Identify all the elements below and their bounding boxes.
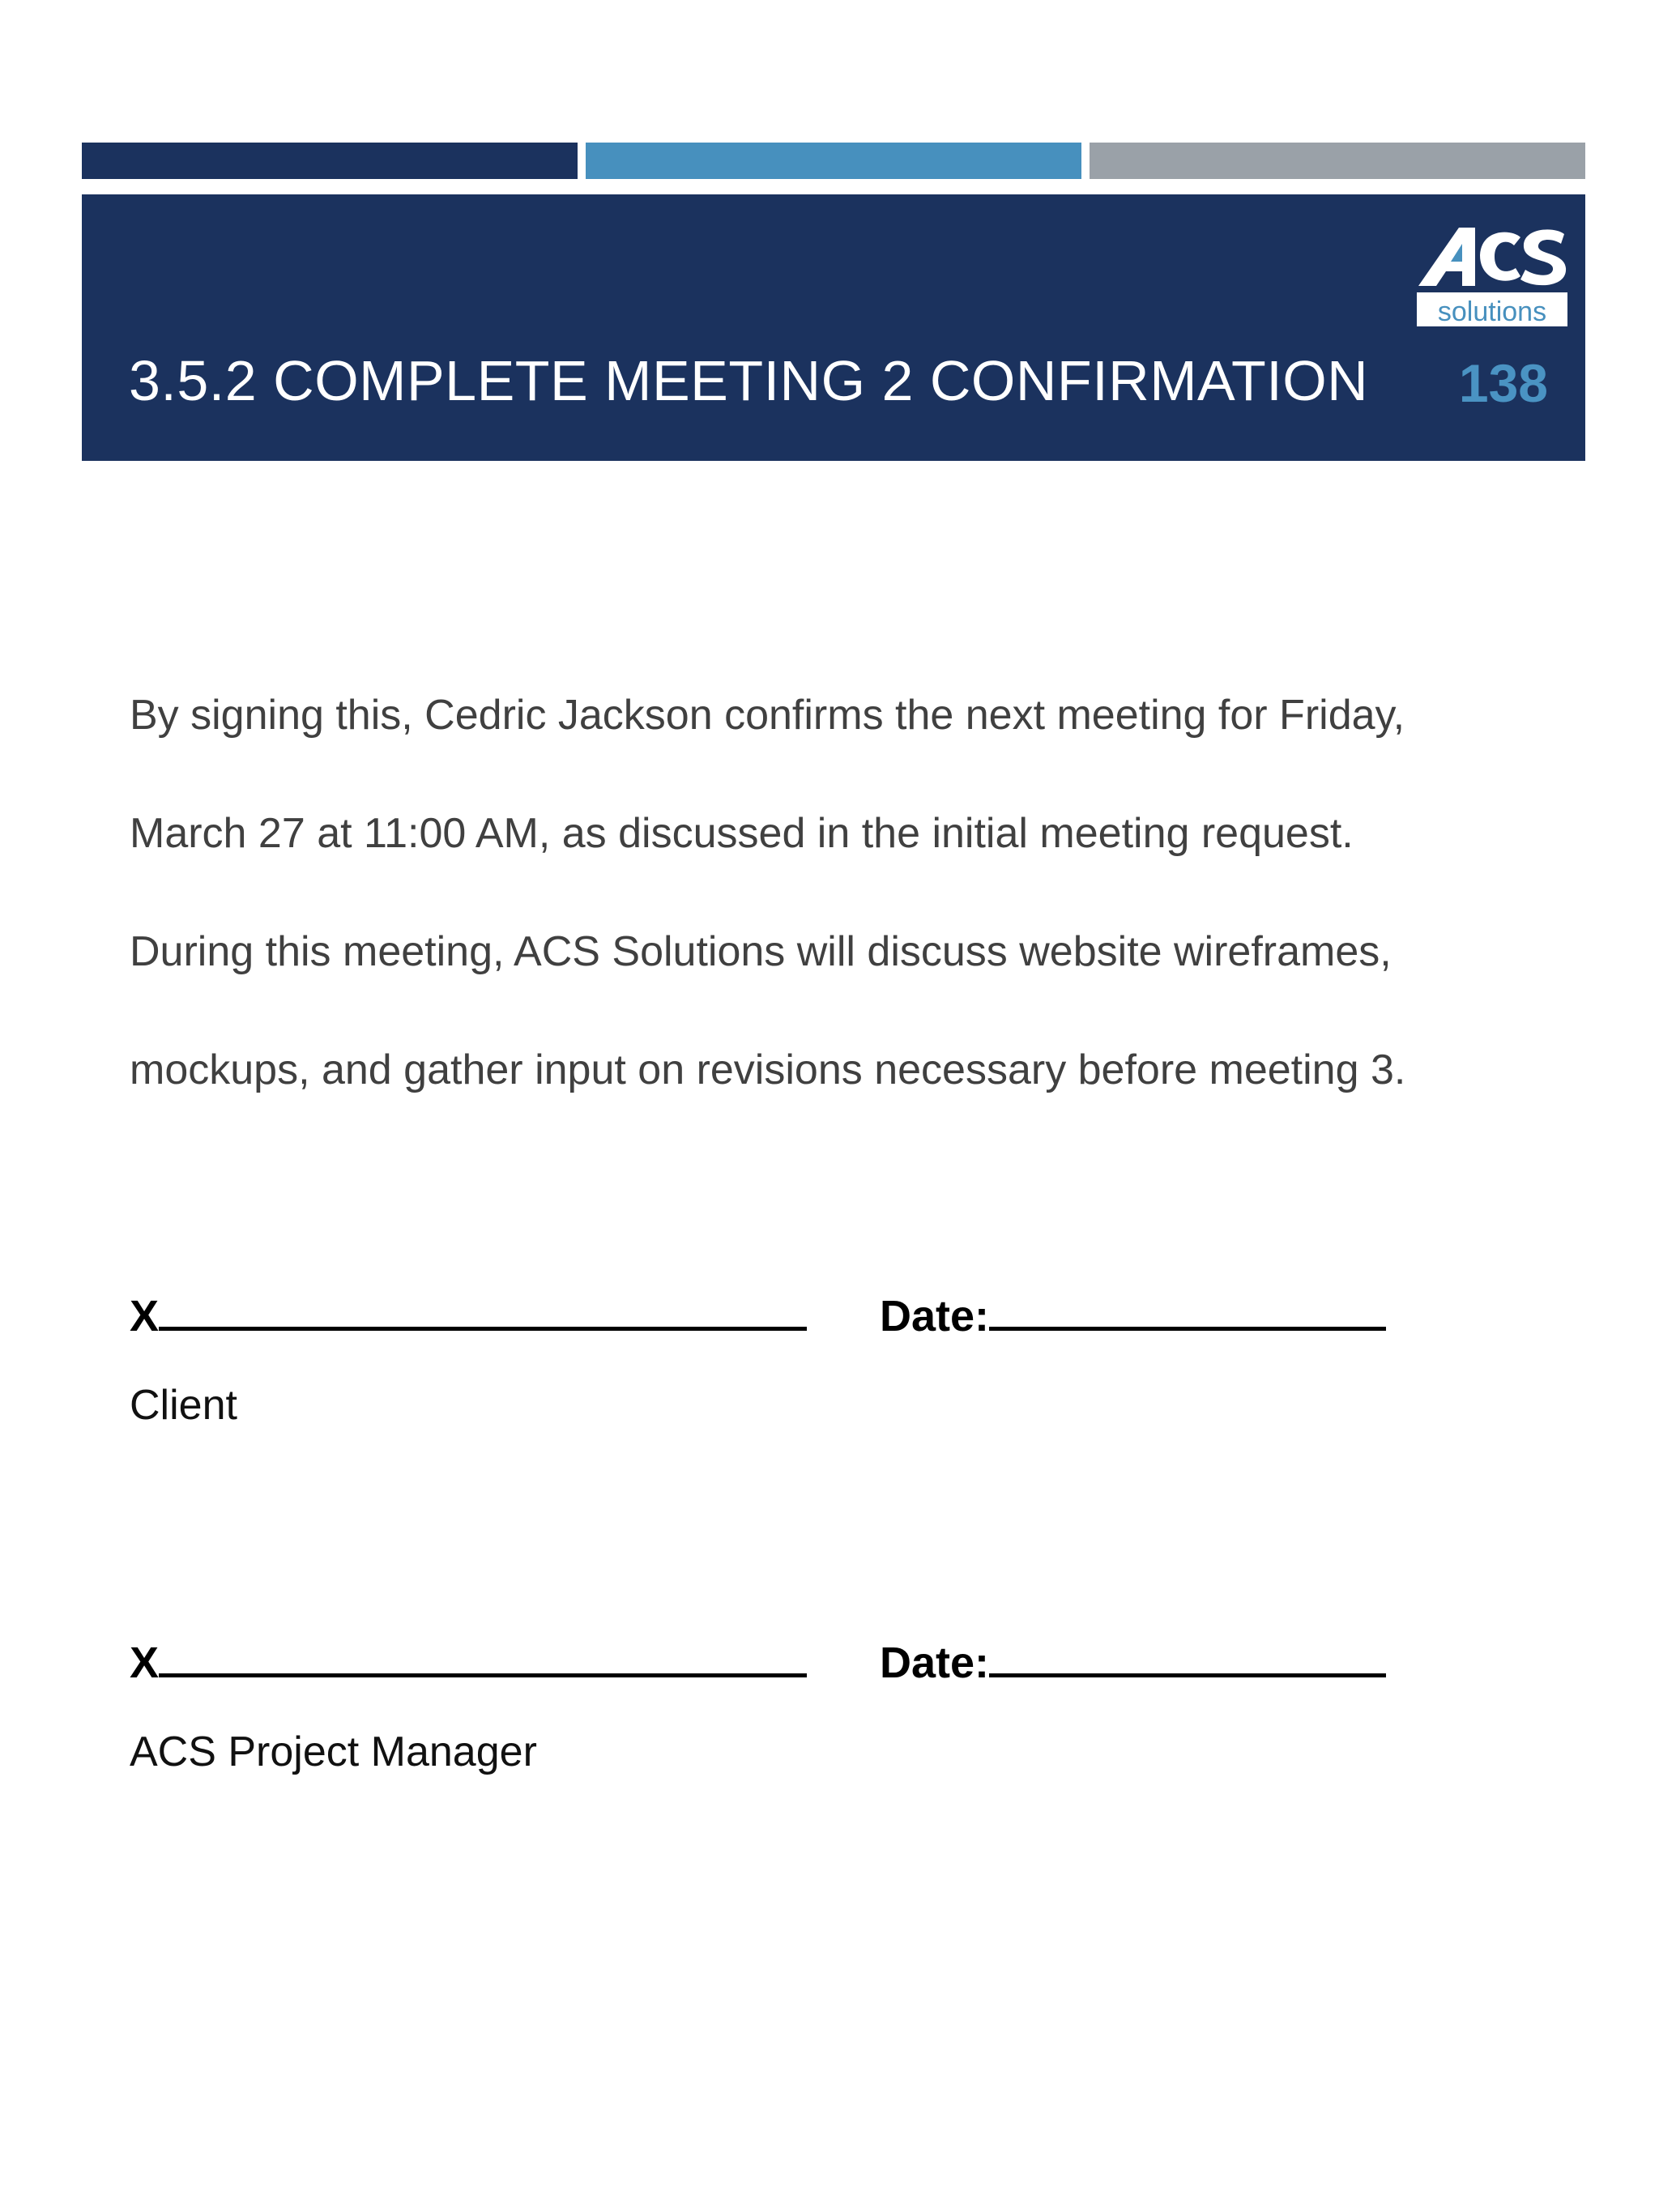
signature-line [159, 1636, 807, 1677]
stripe-navy [82, 143, 578, 179]
page-number: 138 [1458, 353, 1548, 413]
title-banner [82, 194, 1585, 461]
signature-line [159, 1289, 807, 1331]
confirmation-paragraph [130, 656, 1572, 1129]
manager-signature-row [130, 1634, 1426, 1699]
date-line [989, 1289, 1386, 1331]
logo-sub-text: solutions [1437, 296, 1547, 327]
acs-solutions-logo [1417, 223, 1567, 330]
date-field[interactable] [880, 1634, 1386, 1691]
date-label: Date: [880, 1639, 990, 1687]
paragraph-line: By signing this, Cedric Jackson confirms the next meeting for Friday, [130, 692, 1405, 739]
stripe-gray [1090, 143, 1585, 179]
client-signature-row [130, 1288, 1426, 1353]
signature-field[interactable] [130, 1288, 807, 1345]
stripe-blue [586, 143, 1081, 179]
signature-field[interactable] [130, 1634, 807, 1691]
date-field[interactable] [880, 1288, 1386, 1345]
header-stripes [82, 143, 1585, 179]
date-label: Date: [880, 1292, 990, 1340]
manager-role-label: ACS Project Manager [130, 1728, 537, 1775]
signature-x-label: X [130, 1639, 160, 1687]
client-role-label: Client [130, 1382, 237, 1429]
paragraph-line: March 27 at 11:00 AM, as discussed in the initial meeting request. [130, 810, 1354, 857]
signature-x-label: X [130, 1292, 160, 1340]
date-line [989, 1636, 1386, 1677]
page-title: 3.5.2 COMPLETE MEETING 2 CONFIRMATION [129, 349, 1369, 412]
paragraph-line: During this meeting, ACS Solutions will discuss website wireframes, [130, 928, 1392, 975]
paragraph-line: mockups, and gather input on revisions necessary before meeting 3. [130, 1046, 1406, 1093]
